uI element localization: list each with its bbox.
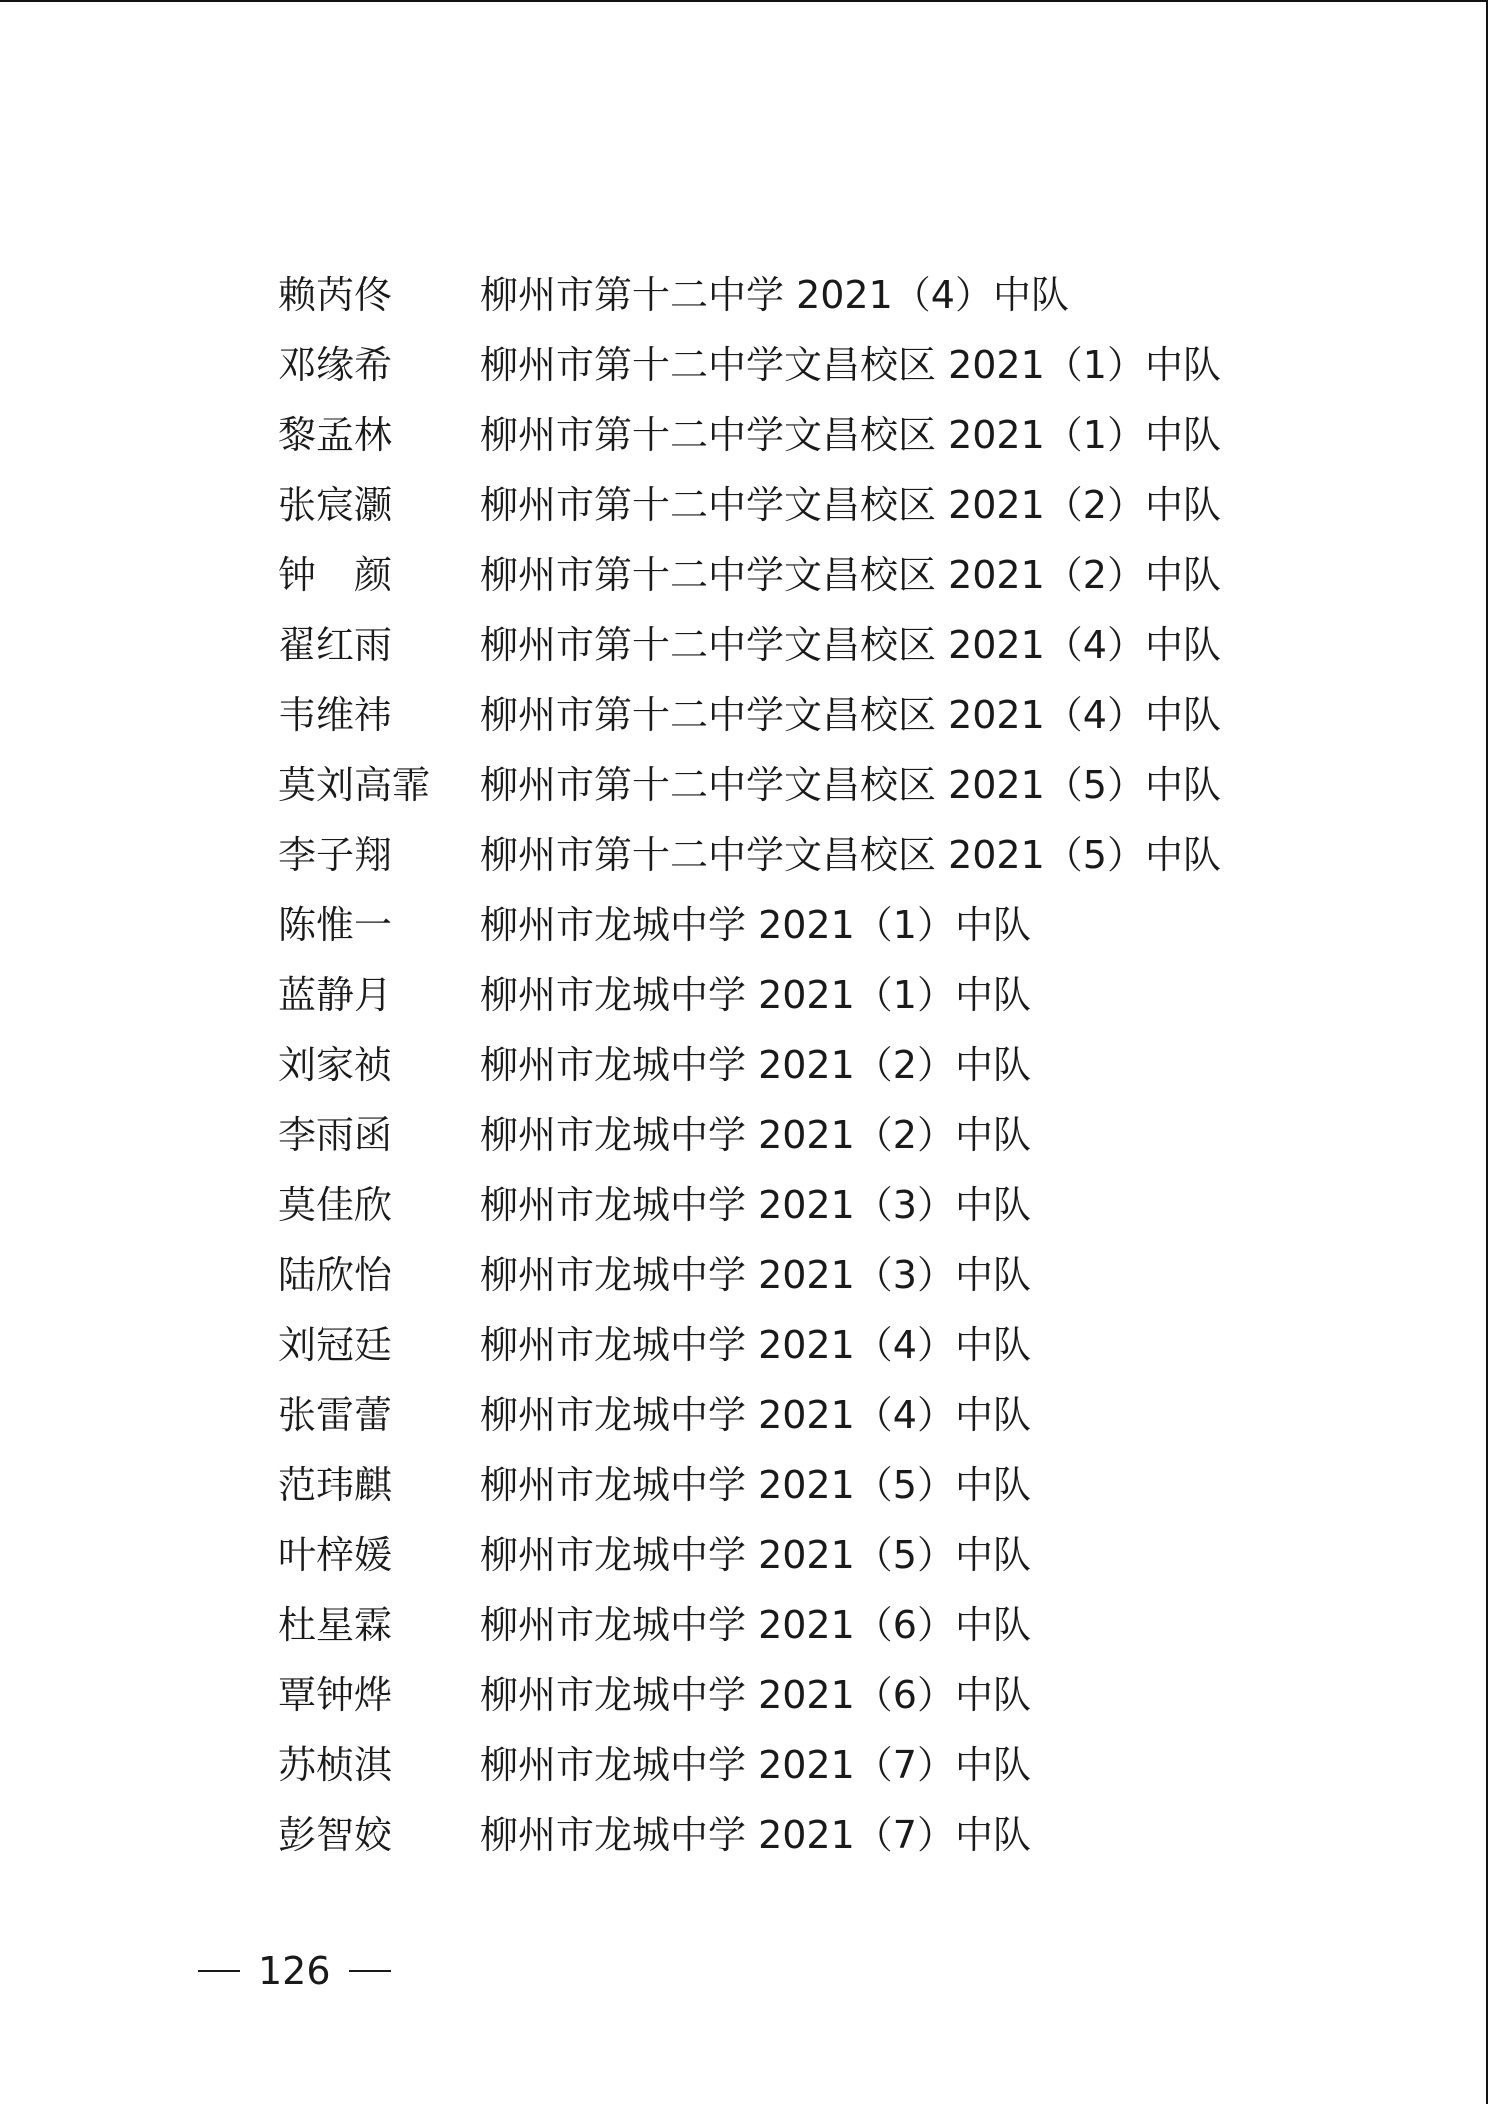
student-name: 覃钟烨	[278, 1673, 393, 1717]
roster-list	[278, 260, 1328, 1870]
left-dash	[198, 1970, 240, 1972]
list-item	[278, 1660, 1328, 1730]
student-name: 彭智姣	[278, 1813, 393, 1857]
list-item	[278, 1590, 1328, 1660]
list-item	[278, 890, 1328, 960]
list-item	[278, 330, 1328, 400]
school-unit: 柳州市第十二中学文昌校区 2021（2）中队	[480, 553, 1221, 597]
student-name: 张雷蕾	[278, 1393, 393, 1437]
student-name: 莫佳欣	[278, 1183, 393, 1227]
list-item	[278, 1450, 1328, 1520]
list-item	[278, 1170, 1328, 1240]
list-item	[278, 820, 1328, 890]
school-unit: 柳州市龙城中学 2021（2）中队	[480, 1043, 1031, 1087]
student-name: 范玮麒	[278, 1463, 393, 1507]
list-item	[278, 1520, 1328, 1590]
list-item	[278, 1100, 1328, 1170]
list-item	[278, 1730, 1328, 1800]
school-unit: 柳州市龙城中学 2021（6）中队	[480, 1603, 1031, 1647]
student-name: 黎孟林	[278, 413, 393, 457]
school-unit: 柳州市第十二中学文昌校区 2021（1）中队	[480, 413, 1221, 457]
page-number	[198, 1940, 391, 1996]
school-unit: 柳州市第十二中学文昌校区 2021（5）中队	[480, 833, 1221, 877]
school-unit: 柳州市龙城中学 2021（6）中队	[480, 1673, 1031, 1717]
list-item	[278, 610, 1328, 680]
school-unit: 柳州市第十二中学文昌校区 2021（5）中队	[480, 763, 1221, 807]
student-name: 邓缘希	[278, 343, 393, 387]
student-name: 陈惟一	[278, 903, 393, 947]
student-name: 刘家祯	[278, 1043, 393, 1087]
student-name: 叶梓媛	[278, 1533, 393, 1577]
school-unit: 柳州市龙城中学 2021（1）中队	[480, 973, 1031, 1017]
school-unit: 柳州市龙城中学 2021（3）中队	[480, 1183, 1031, 1227]
list-item	[278, 470, 1328, 540]
student-name: 刘冠廷	[278, 1323, 393, 1367]
list-item	[278, 1380, 1328, 1450]
school-unit: 柳州市龙城中学 2021（7）中队	[480, 1813, 1031, 1857]
right-dash	[349, 1970, 391, 1972]
school-unit: 柳州市龙城中学 2021（3）中队	[480, 1253, 1031, 1297]
student-name: 钟 颜	[278, 553, 393, 597]
student-name: 杜星霖	[278, 1603, 393, 1647]
list-item	[278, 750, 1328, 820]
list-item	[278, 680, 1328, 750]
student-name: 陆欣怡	[278, 1253, 393, 1297]
student-name: 苏桢淇	[278, 1743, 393, 1787]
student-name: 韦维祎	[278, 693, 393, 737]
school-unit: 柳州市第十二中学文昌校区 2021（4）中队	[480, 623, 1221, 667]
student-name: 蓝静月	[278, 973, 393, 1017]
student-name: 莫刘高霏	[278, 763, 431, 807]
school-unit: 柳州市龙城中学 2021（2）中队	[480, 1113, 1031, 1157]
student-name: 赖芮佟	[278, 273, 393, 317]
student-name: 张宸灏	[278, 483, 393, 527]
list-item	[278, 400, 1328, 470]
school-unit: 柳州市第十二中学文昌校区 2021（1）中队	[480, 343, 1221, 387]
list-item	[278, 1030, 1328, 1100]
school-unit: 柳州市龙城中学 2021（5）中队	[480, 1533, 1031, 1577]
school-unit: 柳州市龙城中学 2021（4）中队	[480, 1393, 1031, 1437]
school-unit: 柳州市龙城中学 2021（5）中队	[480, 1463, 1031, 1507]
list-item	[278, 1800, 1328, 1870]
list-item	[278, 1310, 1328, 1380]
school-unit: 柳州市龙城中学 2021（7）中队	[480, 1743, 1031, 1787]
school-unit: 柳州市第十二中学文昌校区 2021（2）中队	[480, 483, 1221, 527]
list-item	[278, 1240, 1328, 1310]
school-unit: 柳州市龙城中学 2021（4）中队	[480, 1323, 1031, 1367]
school-unit: 柳州市龙城中学 2021（1）中队	[480, 903, 1031, 947]
page-number-text: 126	[258, 1948, 331, 1993]
student-name: 李雨函	[278, 1113, 393, 1157]
school-unit: 柳州市第十二中学文昌校区 2021（4）中队	[480, 693, 1221, 737]
list-item	[278, 260, 1328, 330]
student-name: 李子翔	[278, 833, 393, 877]
list-item	[278, 540, 1328, 610]
list-item	[278, 960, 1328, 1030]
student-name: 翟红雨	[278, 623, 393, 667]
school-unit: 柳州市第十二中学 2021（4）中队	[480, 273, 1069, 317]
